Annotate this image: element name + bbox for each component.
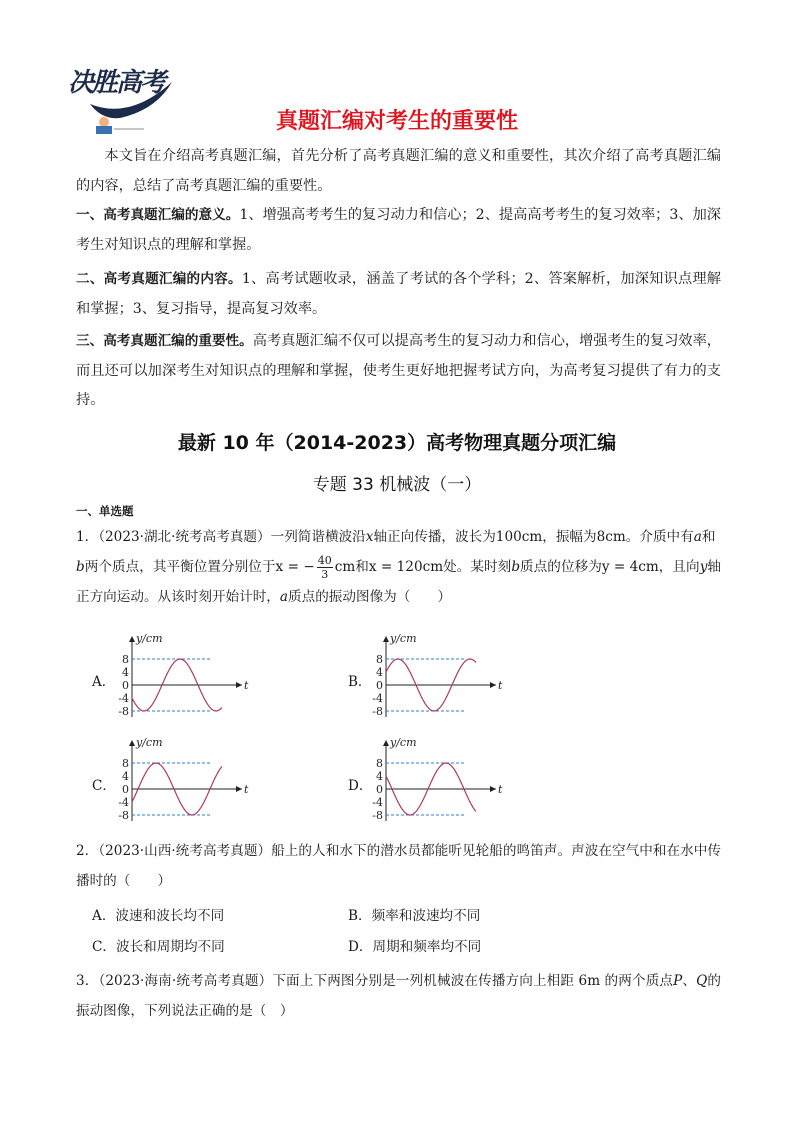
tick-label: 8 (122, 653, 129, 666)
page-title: 真题汇编对考生的重要性 (275, 109, 518, 134)
meaning-paragraph (76, 201, 721, 260)
tick-label: 8 (376, 653, 383, 666)
section-heading: 一、单选题 (76, 504, 134, 518)
tick-label: 8 (376, 757, 383, 770)
y-axis-arrow (383, 636, 389, 642)
q1-eq-2: x = 120cm (368, 559, 444, 575)
q2-option-c[interactable]: C．波长和周期均不同 (92, 939, 225, 955)
q1-eq-1a: x = − (275, 559, 315, 575)
q3-text-2: 的振动图像，下列说法正确的是（ ） (76, 973, 722, 1019)
tick-label: 8 (122, 757, 129, 770)
y-axis-label: y/cm (136, 632, 163, 645)
q1-frac-num: 40 (317, 554, 332, 567)
tick-label: -4 (372, 692, 383, 705)
x-axis-label: t (498, 783, 503, 796)
y-axis-arrow (129, 636, 135, 642)
importance-paragraph (76, 327, 721, 416)
tick-label: -4 (118, 692, 129, 705)
tick-label: -8 (372, 705, 383, 718)
q1-var-a2: a (279, 589, 289, 605)
t-axis-arrow (236, 786, 242, 792)
q1-text-2: 轴正向传播，波长为100cm，振幅为8cm。介质中有 (373, 529, 694, 545)
content-text: 1、高考试题收录，涵盖了考试的各个学科；2、答案解析，加深知识点理解和掌握；3、复习指导，提高复习效率。 (76, 271, 722, 317)
option-d-graph[interactable] (366, 732, 516, 824)
t-axis-arrow (490, 682, 496, 688)
importance-text: 高考真题汇编不仅可以提高考生的复习动力和信心，增强考生的复习效率，而且还可以加深考生对知识点的理解和掌握，使考生更好地把握考试方向，为高考复习提供了有力的支持。 (76, 333, 721, 408)
tick-label: 4 (122, 666, 129, 679)
q1-text-3: 和 (701, 529, 716, 545)
option-d-label[interactable]: D． (348, 778, 373, 794)
q1-eq-1b: cm和 (334, 559, 369, 575)
q2-option-a[interactable]: A．波速和波长均不同 (92, 908, 225, 924)
q1-text-7: ，且向 (658, 559, 700, 575)
tick-label: -8 (372, 809, 383, 822)
q3-sep: 、 (682, 973, 697, 989)
content-heading: 二、高考真题汇编的内容。 (76, 271, 242, 287)
q1-var-y: y (699, 559, 708, 575)
question-2: 2．（2023·山西·统考高考真题）船上的人和水下的潜水员都能听见轮船的鸣笛声。声波在空气中和在水中传播时的（ ） (76, 843, 721, 889)
tick-label: -4 (372, 796, 383, 809)
q1-text-9: 质点的振动图像为（ ） (288, 589, 452, 605)
option-b-graph[interactable] (366, 628, 516, 720)
q1-var-b2: b (511, 559, 521, 575)
tick-label: 0 (122, 679, 129, 692)
t-axis-arrow (236, 682, 242, 688)
option-c-label[interactable]: C． (92, 778, 116, 794)
meaning-text: 1、增强高考考生的复习动力和信心；2、提高高考考生的复习效率；3、加深考生对知识点的理解和掌握。 (76, 207, 721, 253)
importance-heading: 三、高考真题汇编的重要性。 (76, 333, 253, 349)
x-axis-label: t (244, 783, 249, 796)
t-axis-arrow (490, 786, 496, 792)
q1-text-8: 轴正方向运动。从该时刻开始计时， (76, 559, 722, 605)
q2-option-b[interactable]: B．频率和波速均不同 (348, 908, 481, 924)
y-axis-label: y/cm (390, 736, 417, 749)
y-axis-label: y/cm (136, 736, 163, 749)
tick-label: -4 (118, 796, 129, 809)
q3-text-1: 3．（2023·海南·统考高考真题）下面上下两图分别是一列机械波在传播方向上相距 6m 的两个质点 (76, 973, 674, 989)
y-axis-arrow (383, 740, 389, 746)
tick-label: 4 (376, 770, 383, 783)
tick-label: -8 (118, 809, 129, 822)
y-axis-label: y/cm (390, 632, 417, 645)
question-3 (76, 966, 721, 1026)
y-axis-arrow (129, 740, 135, 746)
q1-text-5: 处。某时刻 (443, 559, 512, 575)
tick-label: 4 (122, 770, 129, 783)
question-1 (76, 522, 721, 612)
option-b-label[interactable]: B． (348, 674, 372, 690)
content-paragraph (76, 265, 721, 324)
tick-label: 0 (376, 783, 383, 796)
tick-label: 0 (376, 679, 383, 692)
q1-text-6: 质点的位移为 (520, 559, 602, 575)
q1-text-1: 1．（2023·湖北·统考高考真题）一列简谐横波沿 (76, 529, 366, 545)
q1-fraction (317, 554, 333, 581)
q3-var-p: P (673, 973, 683, 989)
logo-text: 决胜高考 (68, 68, 165, 98)
q3-var-q: Q (696, 973, 708, 989)
q1-text-4: 两个质点，其平衡位置分别位于 (84, 559, 276, 575)
option-a-graph[interactable] (112, 628, 262, 720)
option-a-label[interactable]: A． (92, 674, 116, 690)
document-subtitle: 专题 33 机械波（一） (312, 475, 482, 495)
q2-option-d[interactable]: D．周期和频率均不同 (348, 939, 482, 955)
document-title: 最新 10 年（2014-2023）高考物理真题分项汇编 (177, 432, 617, 454)
meaning-heading: 一、高考真题汇编的意义。 (76, 207, 240, 223)
q1-var-b: b (76, 559, 85, 575)
tick-label: 4 (376, 666, 383, 679)
q1-var-x: x (365, 529, 374, 545)
intro-paragraph: 本文旨在介绍高考真题汇编，首先分析了高考真题汇编的意义和重要性，其次介绍了高考真题汇编的内容，总结了高考真题汇编的重要性。 (76, 148, 721, 194)
x-axis-label: t (244, 679, 249, 692)
option-c-graph[interactable] (112, 732, 262, 824)
tick-label: -8 (118, 705, 129, 718)
x-axis-label: t (498, 679, 503, 692)
tick-label: 0 (122, 783, 129, 796)
q1-eq-3: y = 4cm (601, 559, 659, 575)
q1-frac-den: 3 (321, 568, 329, 581)
q1-var-a: a (693, 529, 702, 545)
